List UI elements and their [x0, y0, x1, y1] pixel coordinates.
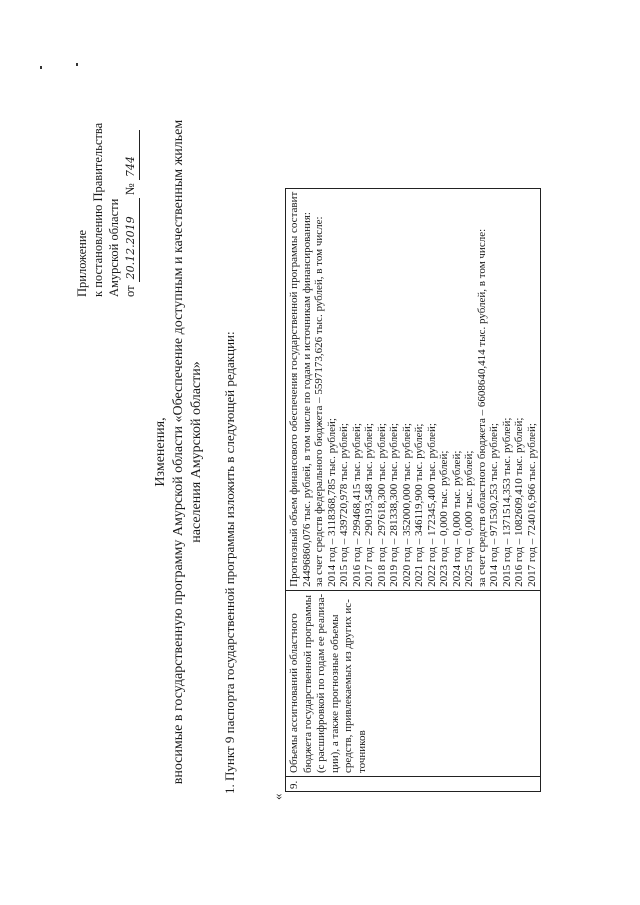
number-prefix: №: [123, 183, 137, 196]
content-line: 2014 год – 971530,253 тыс. рублей;: [488, 423, 500, 587]
content-line: 2016 год – 299468,415 тыс. рублей;: [350, 423, 363, 587]
content-line: 2018 год – 297618,300 тыс. рублей;: [375, 423, 388, 587]
content-line: 2016 год – 1082609,410 тыс. рублей;: [513, 417, 525, 587]
row-number: 9.: [286, 777, 541, 792]
amendment-point: 1. Пункт 9 паспорта государственной программы изложить в следующей редакции:: [222, 331, 237, 794]
content-line: 2015 год – 439720,978 тыс. рублей;: [338, 423, 350, 587]
content-line: 24496860,076 тыс. рублей, в том числе по годам и источникам финансирования:: [300, 212, 313, 587]
document-subtitle-line-1: вносимые в государственную программу Амурской области «Обеспечение доступным и качественным жильем: [171, 119, 186, 785]
passport-table: [285, 188, 541, 792]
label-line: ции), а также прогнозные объемы: [328, 614, 341, 773]
decree-number: 744: [123, 130, 140, 180]
content-line: 2024 год – 0,000 тыс. рублей;: [450, 450, 463, 587]
decree-date: 20.12.2019: [123, 198, 140, 282]
approval-line-3: Амурской области: [107, 198, 121, 297]
content-line: 2020 год – 352000,000 тыс. рублей;: [400, 423, 413, 587]
label-line: (с расшифровкой по годам ее реализа-: [315, 593, 327, 773]
scan-speck: [40, 66, 42, 69]
content-line: 2022 год – 172345,400 тыс. рублей;: [425, 423, 438, 587]
approval-line-1: Приложение: [75, 229, 89, 297]
content-line: 2019 год – 281338,300 тыс. рублей;: [388, 423, 400, 587]
content-line: 2017 год – 724016,966 тыс. рублей;: [525, 423, 538, 587]
document-title: Изменения,: [153, 417, 168, 487]
content-line: Прогнозный объем финансового обеспечения государственной программы составит: [288, 191, 300, 587]
content-line: 2014 год – 3118368,785 тыс. рублей;: [325, 418, 338, 587]
approval-stamp: [74, 47, 140, 297]
approval-line-2: к постановлению Правительства: [91, 122, 105, 297]
approval-date-line: [122, 47, 140, 297]
content-line: за счет средств федерального бюджета – 5597173,626 тыс. рублей, в том числе:: [313, 216, 325, 587]
row-label: [286, 590, 541, 776]
label-line: точников: [355, 730, 368, 773]
label-line: средств, привлекаемых из других ис-: [342, 599, 354, 773]
label-line: бюджета государственной программы: [301, 594, 314, 773]
row-content: [286, 188, 541, 590]
table-row: [286, 188, 541, 791]
content-line: 2021 год – 346119,900 тыс. рублей;: [413, 423, 425, 587]
document-page: [10, 22, 630, 882]
document-subtitle-line-2: населения Амурской области»: [189, 361, 204, 543]
opening-quote: «: [270, 793, 285, 800]
content-line: 2025 год – 0,000 тыс. рублей;: [463, 450, 475, 587]
content-line: 2015 год – 1371514,353 тыс. рублей;: [500, 417, 513, 587]
content-line: 2017 год – 290193,548 тыс. рублей;: [363, 423, 375, 587]
label-line: Объемы ассигнований областного: [288, 613, 300, 773]
scan-speck: [76, 63, 78, 66]
content-line: за счет средств областного бюджета – 6608640,414 тыс. рублей, в том числе:: [475, 228, 488, 587]
date-prefix: от: [123, 285, 137, 297]
content-line: 2023 год – 0,000 тыс. рублей;: [438, 450, 450, 587]
